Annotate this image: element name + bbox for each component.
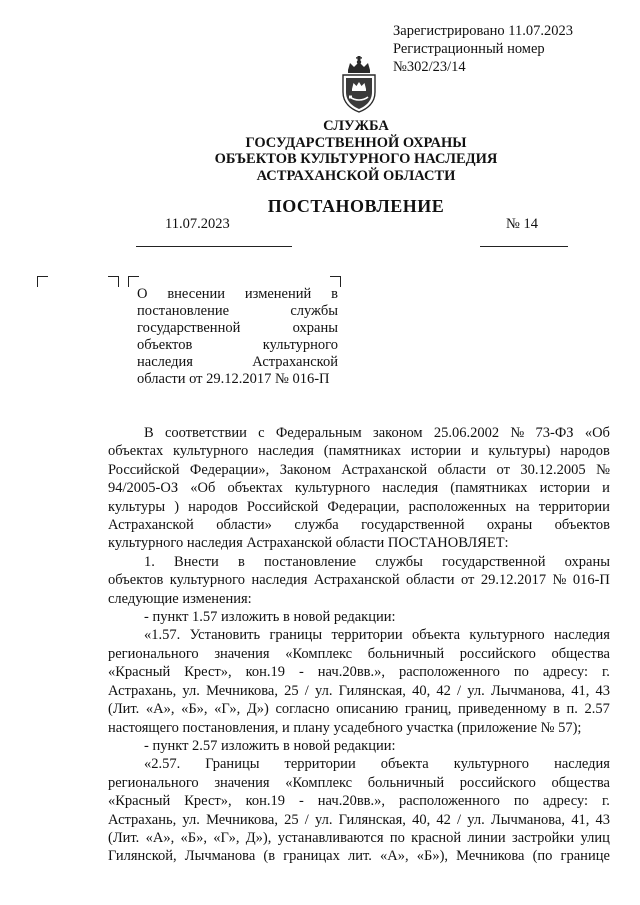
- date-underline: [136, 246, 292, 247]
- body-line: Гилянской, Лычманова (в границах лит. «А», «Б»), Мечникова (по границе: [108, 848, 610, 865]
- document-date: 11.07.2023: [165, 216, 230, 232]
- subject-line: О внесении изменений в: [137, 286, 338, 302]
- body-line: «1.57. Установить границы территории объекта культурного наследия: [144, 627, 610, 644]
- registration-label: Регистрационный номер: [393, 41, 545, 57]
- body-line: Астраханской области» служба государственной охраны объектов: [108, 517, 610, 534]
- body-line: следующие изменения:: [108, 590, 252, 607]
- registration-date: Зарегистрировано 11.07.2023: [393, 23, 573, 39]
- subject-line: постановление службы: [137, 303, 338, 319]
- body-line: объектов культурного наследия Астраханской области от 29.12.2017 № 016-П: [108, 572, 610, 589]
- body-line: «Красный Крест», кон.19 - нач.20вв.», расположенного по адресу: г.: [108, 793, 610, 810]
- document-number: № 14: [506, 216, 538, 232]
- body-line: Астрахань, ул. Мечникова, 25 / ул. Гилянская, 40, 42 / ул. Лычманова, 41, 43: [108, 811, 610, 828]
- body-line: - пункт 1.57 изложить в новой редакции:: [144, 609, 396, 626]
- body-line: Российской Федерации», Законом Астраханской области от 30.12.2005 №: [108, 461, 610, 478]
- body-line: 94/2005-ОЗ «Об объектах культурного наследия (памятниках истории и: [108, 480, 610, 497]
- authority-block: [200, 118, 512, 184]
- body-line: - пункт 2.57 изложить в новой редакции:: [144, 737, 396, 754]
- number-underline: [480, 246, 568, 247]
- body-line: культурного наследия Астраханской области ПОСТАНОВЛЯЕТ:: [108, 535, 509, 552]
- corner-bracket: [108, 276, 119, 287]
- body-line: культуры ) народов Российской Федерации, расположенных на территории: [108, 498, 610, 515]
- document-body: [108, 424, 610, 866]
- document-subject: [137, 286, 338, 388]
- body-line: (Лит. «А», «Б», «Г», Д») согласно описанию границ, приведенному в п. 2.57: [108, 701, 610, 718]
- authority-line: АСТРАХАНСКОЙ ОБЛАСТИ: [256, 167, 456, 184]
- authority-line: СЛУЖБА: [323, 118, 389, 134]
- body-line: «Красный Крест», кон.19 - нач.20вв.», расположенного по адресу: г.: [108, 664, 610, 681]
- subject-line: объектов культурного: [137, 337, 338, 353]
- body-line: регионального значения «Комплекс больничный российского общества: [108, 645, 610, 662]
- authority-line: ОБЪЕКТОВ КУЛЬТУРНОГО НАСЛЕДИЯ: [214, 151, 498, 167]
- registration-number: №302/23/14: [393, 59, 466, 75]
- subject-line: области от 29.12.2017 № 016-П: [137, 371, 330, 387]
- body-line: В соответствии с Федеральным законом 25.06.2002 № 73-ФЗ «Об: [144, 425, 610, 441]
- subject-line: государственной охраны: [137, 320, 338, 336]
- body-line: «2.57. Границы территории объекта культурного наследия: [144, 756, 610, 773]
- body-line: регионального значения «Комплекс больничный российского общества: [108, 774, 610, 791]
- body-line: 1. Внести в постановление службы государственной охраны: [144, 553, 610, 570]
- body-line: объектах культурного наследия (памятниках истории и культуры) народов: [108, 443, 610, 460]
- body-line: (Лит. «А», «Б», «Г», Д»), устанавливаются по красной линии застройки улиц: [108, 829, 610, 846]
- coat-of-arms-icon: [337, 56, 381, 114]
- registration-stamp: [393, 22, 573, 76]
- body-line: настоящего постановления, и плану усадебного участка (приложение № 57);: [108, 719, 582, 736]
- corner-bracket: [37, 276, 48, 287]
- subject-line: наследия Астраханской: [137, 354, 338, 370]
- body-line: Астрахань, ул. Мечникова, 25 / ул. Гилянская, 40, 42 / ул. Лычманова, 41, 43: [108, 682, 610, 699]
- authority-line: ГОСУДАРСТВЕННОЙ ОХРАНЫ: [245, 134, 467, 151]
- document-title: ПОСТАНОВЛЕНИЕ: [267, 196, 445, 216]
